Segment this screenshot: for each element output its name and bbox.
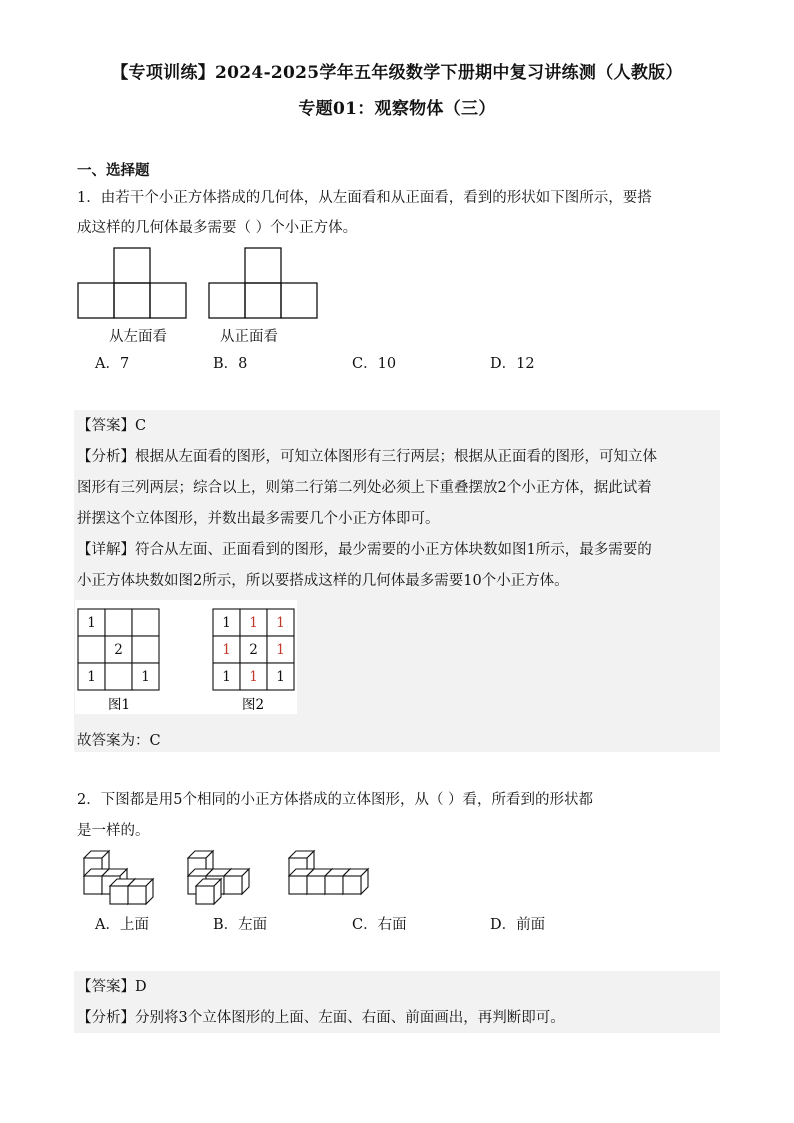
grid-figure-1	[78, 609, 159, 690]
grid-cell-value: 1	[249, 669, 258, 685]
grid-cell-value: 1	[87, 615, 96, 631]
q1-conclusion: 故答案为：C	[77, 733, 161, 749]
cube-front-face	[307, 876, 325, 894]
q1-option-b[interactable]: B．8	[213, 356, 248, 372]
cube-front-face	[224, 876, 242, 894]
q1-option-a[interactable]: A．7	[95, 356, 130, 372]
grid-cell	[78, 636, 105, 663]
grid-cell	[132, 636, 159, 663]
q1-stem-line2: 成这样的几何体最多需要（ ）个小正方体。	[77, 220, 358, 236]
q2-stem-line2: 是一样的。	[77, 823, 150, 839]
q2-option-c[interactable]: C．右面	[352, 917, 407, 933]
left-view-square	[114, 248, 150, 283]
q1-analysis-line3: 拼摆这个立体图形，并数出最多需要几个小正方体即可。	[77, 511, 440, 527]
grid-cell-value: 2	[114, 642, 123, 658]
grid-cell	[105, 663, 132, 690]
q2-stem-line1: 2．下图都是用5个相同的小正方体搭成的立体图形，从（ ）看，所看到的形状都	[77, 792, 594, 808]
cube-front-face	[84, 876, 102, 894]
grid-cell-value: 1	[222, 669, 231, 685]
grid-cell	[132, 609, 159, 636]
left-view-square	[150, 283, 186, 318]
page-title: 【专项训练】2024-2025学年五年级数学下册期中复习讲练测（人教版）	[111, 63, 683, 83]
grid-cell-value: 2	[249, 642, 258, 658]
front-view-square	[245, 248, 281, 283]
front-view-square	[245, 283, 281, 318]
q1-detail-line2: 小正方体块数如图2所示，所以要搭成这样的几何体最多需要10个小正方体。	[77, 573, 569, 589]
grid-cell-value: 1	[141, 669, 150, 685]
fig2-label: 图2	[241, 697, 265, 713]
q2-answer: 【答案】D	[77, 979, 147, 995]
section-heading: 一、选择题	[77, 162, 150, 179]
cube-front-face	[110, 886, 128, 904]
q1-views-figure	[77, 246, 322, 321]
page-subtitle: 专题01：观察物体（三）	[298, 99, 496, 119]
grid-cell-value: 1	[276, 615, 285, 631]
cube-front-face	[325, 876, 343, 894]
cube-front-face	[289, 876, 307, 894]
q2-option-d[interactable]: D．前面	[490, 917, 546, 933]
left-view-square	[114, 283, 150, 318]
grid-cell-value: 1	[276, 642, 285, 658]
cube-front-face	[343, 876, 361, 894]
q1-detail-line1: 【详解】符合从左面、正面看到的图形，最少需要的小正方体块数如图1所示，最多需要的	[77, 542, 652, 558]
q1-grid-figures	[77, 607, 297, 715]
q1-caption-front-view: 从正面看	[220, 329, 278, 345]
q2-analysis: 【分析】分别将3个立体图形的上面、左面、右面、前面画出，再判断即可。	[77, 1010, 565, 1026]
grid-cell-value: 1	[87, 669, 96, 685]
q1-analysis-line2: 图形有三列两层；综合以上，则第二行第二列处必须上下重叠摆放2个小正方体，据此试着	[77, 480, 652, 496]
fig1-label: 图1	[107, 697, 131, 713]
front-view-square	[281, 283, 317, 318]
front-view-square	[209, 283, 245, 318]
q1-option-d[interactable]: D．12	[490, 356, 535, 372]
q1-option-c[interactable]: C．10	[352, 356, 397, 372]
cube-front-face	[128, 886, 146, 904]
grid-cell-value: 1	[276, 669, 285, 685]
q2-option-b[interactable]: B．左面	[213, 917, 268, 933]
grid-figure-2	[213, 609, 294, 690]
q2-cube-figures	[72, 846, 372, 908]
q1-caption-left-view: 从左面看	[109, 329, 167, 345]
grid-cell-value: 1	[222, 615, 231, 631]
q2-option-a[interactable]: A．上面	[95, 917, 149, 933]
q1-stem-line1: 1．由若干个小正方体搭成的几何体，从左面看和从正面看，看到的形状如下图所示，要搭	[77, 190, 652, 206]
left-view-square	[78, 283, 114, 318]
q1-analysis-line1: 【分析】根据从左面看的图形，可知立体图形有三行两层；根据从正面看的图形，可知立体	[77, 449, 657, 465]
grid-cell-value: 1	[222, 642, 231, 658]
grid-cell-value: 1	[249, 615, 258, 631]
grid-cell	[105, 609, 132, 636]
q1-answer: 【答案】C	[77, 418, 147, 434]
cube-front-face	[196, 886, 214, 904]
